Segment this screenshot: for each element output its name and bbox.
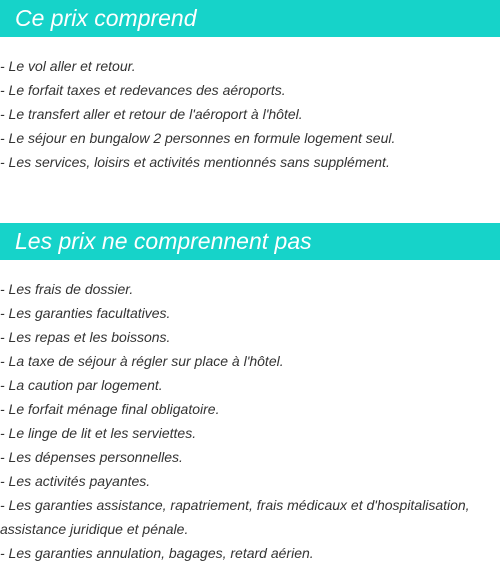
list-item: - Les garanties annulation, bagages, retard aérien. <box>0 545 314 561</box>
list-item: - Le forfait taxes et redevances des aéroports. <box>0 82 286 98</box>
list-item: - Le séjour en bungalow 2 personnes en formule logement seul. <box>0 130 396 146</box>
list-item: - Les frais de dossier. <box>0 281 134 297</box>
section-title-excluded: Les prix ne comprennent pas <box>0 223 500 260</box>
list-item: - Les garanties assistance, rapatriement, frais médicaux et d'hospitalisation, <box>0 497 470 513</box>
list-item: - Le forfait ménage final obligatoire. <box>0 401 220 417</box>
list-item: - Le transfert aller et retour de l'aéroport à l'hôtel. <box>0 106 303 122</box>
list-item: - Les repas et les boissons. <box>0 329 171 345</box>
list-item: - Le linge de lit et les serviettes. <box>0 425 197 441</box>
list-item: - Les services, loisirs et activités mentionnés sans supplément. <box>0 154 390 170</box>
section-title-included: Ce prix comprend <box>0 0 500 37</box>
list-item: - Les dépenses personnelles. <box>0 449 183 465</box>
list-item: - Les garanties facultatives. <box>0 305 171 321</box>
list-item: - Le vol aller et retour. <box>0 58 136 74</box>
list-item: - La caution par logement. <box>0 377 163 393</box>
list-item: - Les activités payantes. <box>0 473 151 489</box>
list-item: - La taxe de séjour à régler sur place à l'hôtel. <box>0 353 284 369</box>
included-list <box>0 54 500 174</box>
list-item: assistance juridique et pénale. <box>0 521 189 537</box>
excluded-list <box>0 277 500 565</box>
